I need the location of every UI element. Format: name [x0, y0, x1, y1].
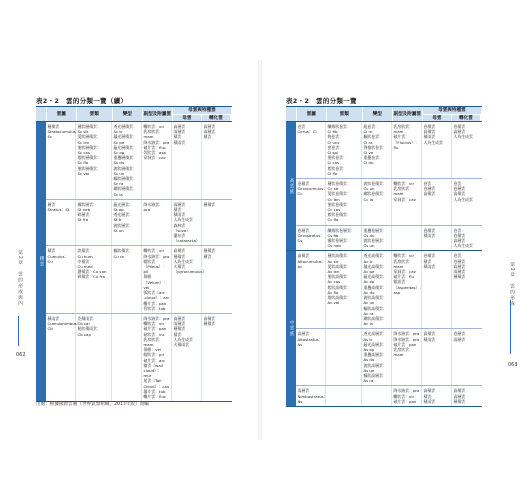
cell-supplementary: 降水跡雲：pra 幡狀雲：vir 破片雲：pan: [392, 386, 422, 406]
cell-supplementary: [392, 226, 422, 251]
header-supplementary: 副型及附屬雲: [143, 107, 173, 121]
table-row: [296, 329, 482, 386]
page-number: 063: [508, 362, 518, 368]
cell-variety: [112, 314, 142, 401]
cell-species: [326, 329, 362, 385]
cell-special: 卷雲 卷積雲 高層雲 人為生成雲: [453, 227, 473, 249]
header-variety: 變型: [363, 107, 393, 121]
cell-species: 霧狀層雲： St neb 碎層雲： St fra: [76, 200, 112, 246]
header-species: 雲類: [77, 107, 113, 121]
family-label: 積雲: [36, 122, 46, 401]
cell-special: 高積雲 層積雲: [203, 315, 216, 327]
header-variety: 變型: [113, 107, 143, 121]
cell-mother: 高積雲 積雲 積雨雲: [422, 386, 452, 406]
cell-genus: 積雨雲 Cumulonimbus： Cb: [46, 314, 76, 401]
cell-supplementary: 幡狀雲：vir 降水跡雲：pra 帽狀雲 （Pileus）：pil 幕帷 （Velum）：vel 弧狀雲（arc -cloud）：arc 幡片雲：pan 管狀雲：tub: [142, 246, 172, 312]
header-special: 轉化雲: [202, 115, 231, 122]
header-special: 轉化雲: [452, 115, 481, 122]
cell-mother: 卷積雲 積雲 積雨雲: [422, 251, 452, 328]
cell-species: 纖維狀卷雲： Ci fib 鉤卷雲： Ci unc 密卷雲： Ci spi 堡狀卷雲： Ci cas 絮狀卷雲： Ci flo: [326, 122, 362, 178]
family-label: 中雲族: [286, 251, 296, 405]
header-mother: 母雲: [423, 115, 452, 122]
cell-genus: 高層雲 Altostratus： As: [296, 329, 326, 385]
cell-supplementary: 降水跡雲：pra 降水跡雲：pra 破片雲：pan 乳房狀雲： mam: [392, 329, 422, 385]
cell-genus: 卷雲 Cirrus：Ci: [296, 122, 326, 178]
table-title: 表2・2 雲的分類一覽（續）: [36, 97, 128, 105]
table-row: [46, 246, 232, 313]
cell-mother: 高積雲 積雨雲: [422, 329, 452, 385]
table-row: [46, 200, 232, 247]
cell-variety: 透光高層雲： As tr 蔽光高層雲： As op 重疊高層雲： As du 波狀高層雲： As un 輻狀高層雲： As ra: [362, 329, 392, 385]
header-family: [36, 107, 47, 121]
cell-genus: 卷積雲 Cirrocumulus： Cc: [296, 179, 326, 225]
cell-species: 層狀層積雲： Sc str 莢狀層積雲： Sc len 堡狀層積雲： Sc cas 塔狀層積雲： Sc flo 堡狀層積雲： Sc vol: [76, 122, 112, 199]
table-row: [296, 179, 482, 226]
table-header: [36, 107, 232, 122]
cell-mother: 雨層雲 積雲 積雨雲 人為生成雲 森林雲（silva） 瀑布雲 （cataracta）: [172, 200, 202, 246]
table-row: [296, 251, 482, 329]
cell-mother: 卷雲 卷層雲 高積雲: [422, 179, 452, 225]
header-family: [286, 107, 297, 121]
right-page: [262, 0, 520, 500]
table-row: [46, 314, 232, 401]
cell-mother: 高層雲 雨層雲 層積雲 積雲 人為生成雲 火積雨雲: [172, 314, 202, 401]
header-supplementary: 副型及附屬雲: [393, 107, 423, 121]
table-row: [296, 122, 482, 179]
table-row: [296, 386, 482, 406]
chapter-side-label: 第2章 雲的形成與內: [17, 250, 22, 307]
cell-species: 纖維狀卷層雲： Cs fib 霧狀卷層雲： Cs neb: [326, 226, 362, 251]
cloud-table-continued: [36, 106, 232, 402]
cell-genus: 雨層雲 Nimbostratus： Ns: [296, 386, 326, 406]
cell-mother: 卷積雲 高積雲 積雨雲 人為生成雲: [422, 122, 452, 178]
cell-special: 卷層雲 雨層雲: [453, 331, 466, 342]
cell-species: 禿積雨雲： Cb cal 髮狀積雨雲： Cb cap: [76, 314, 112, 401]
cell-special: 高層雲 雨層雲 積雲: [203, 124, 216, 140]
cell-variety: 亂卷雲： Ci in 輻狀卷雲： Ci ra 脊椎狀卷雲： Ci ve 重疊卷雲： Ci du: [362, 122, 392, 178]
cell-species: [326, 386, 362, 406]
cell-supplementary: 幡狀雲：vir 乳房狀雲： mam 降水跡雲：pra 破片雲：fluc 殼狀雲：asp 穿洞雲：cav: [142, 122, 172, 199]
cell-variety: 輻狀積雲： Cu ra: [112, 246, 142, 312]
cell-variety: 蔽光層雲： St op 透光層雲： St tr 波狀層雲： St un: [112, 200, 142, 246]
cell-species: 淡積雲： Cu hum 中積雲： Cu med 濃積雲：Cu con 碎積雲：Cu fra: [76, 246, 112, 312]
cell-variety: [362, 386, 392, 406]
cell-variety: 波狀卷積雲： Cc un 網狀卷積雲： Cc la: [362, 179, 392, 225]
cloud-table: [286, 106, 482, 407]
margin-bar: [510, 300, 511, 354]
cell-special: 高積雲 高層雲 層積雲: [453, 388, 466, 404]
cell-species: 層狀高積雲： Ac str 莢狀高積雲： Ac len 堡狀高積雲： Ac cas 絮狀高積雲： Ac flo 塔狀高積雲： Ac vol: [326, 251, 362, 328]
cell-mother: 高層雲 雨層雲 積雲 積雨雲: [172, 122, 202, 199]
cell-variety: 重疊卷層雲： Cs du 波狀卷層雲： Cs un: [362, 226, 392, 251]
cell-mother: 高積雲 層積雲 人為生成雲 火積雲 （pyrocumulus）: [172, 246, 202, 312]
cell-special: 卷積雲 高層雲 人為生成雲: [453, 124, 473, 140]
cell-variety: 透光層積雲： Sc tr 漏光層積雲： Sc pe 蔽光層積雲： Sc op 重疊層積雲： Sc du 波狀層積雲： Sc un 輻狀層積雲： Sc ra 網狀層積雲： Sc la: [112, 122, 142, 199]
source-note: 出處：根據國際雲圖（世界氣象組織，2017年版）而編: [36, 402, 149, 407]
header-mother: 母雲: [173, 115, 202, 122]
cell-special: 卷雲 卷層雲 高層雲 雨層雲 層積雲: [453, 253, 466, 280]
margin-bar: [18, 316, 19, 346]
header-mother-group: 母雲與特種雲 母雲 轉化雲: [173, 107, 232, 121]
cell-special: 層積雲: [203, 201, 216, 207]
cell-special: 卷雲 卷層雲 高積雲 人為生成雲: [453, 181, 473, 202]
table-row: [296, 226, 482, 251]
cell-supplementary: 降水跡雲： pra: [142, 200, 172, 246]
cell-supplementary: 幡狀雲：vir 乳房狀雲： mam 穿洞雲：cav 破片雲：flu 粗面雲 （Asperitas）： asp: [392, 251, 422, 328]
cell-genus: 卷層雲 Cirrostratus： Cs: [296, 226, 326, 251]
cell-genus: 積雲 Cumulus： Cu: [46, 246, 76, 312]
header-species: 雲類: [327, 107, 363, 121]
chapter-side-label: 第2章 雲的形成: [509, 262, 514, 307]
left-page: [0, 0, 258, 500]
family-label: 高雲族: [286, 122, 296, 250]
cell-mother: 卷積雲 積雨雲: [422, 226, 452, 251]
header-mother-group: 母雲與特種雲 母雲 轉化雲: [423, 107, 482, 121]
table-header: [286, 107, 482, 122]
cell-supplementary: 乳房狀雲： mam 破片雲： （Fluctus）：flu: [392, 122, 422, 178]
header-genus: 雲屬: [47, 107, 77, 121]
cell-supplementary: 幡狀雲：vir 乳房狀雲： mam 穿洞雲：cav: [392, 179, 422, 225]
page-number: 062: [16, 352, 26, 358]
table-title: 表2・2 雲的分類一覽: [286, 97, 357, 105]
cell-supplementary: 降水跡雲：pra 幡狀雲：vir 破片雲：pan 砧狀雲：inc 乳房狀雲： mam 幕帷：vel 帽狀雲：pil 破片雲：arc 牆雲（wall cloud）：mur 尾雲（Tail Cloud）：cau 漏斗雲：tub 幡片雲：fluc: [142, 314, 172, 401]
cell-genus: 高積雲 Altocumulus： Ac: [296, 251, 326, 328]
cell-genus: 層雲 Stratus：St: [46, 200, 76, 246]
header-genus: 雲屬: [297, 107, 327, 121]
table-row: [46, 122, 232, 200]
cell-species: 層狀卷積雲： Cc str 莢狀卷積雲： Cc len 堡狀卷積雲： Cc cas 絮狀卷積雲： Cc flo: [326, 179, 362, 225]
cell-variety: 透光高積雲： Ac tr 漏光高積雲： Ac pe 蔽光高積雲： Ac op 重疊高積雲： Ac du 波狀高積雲： Ac un 輻狀高積雲： Ac ra 網狀高積雲： Ac la: [362, 251, 392, 328]
cell-special: 層積雲 層雲: [203, 248, 216, 259]
cell-genus: 層積雲 Stratocumulus： Sc: [46, 122, 76, 199]
